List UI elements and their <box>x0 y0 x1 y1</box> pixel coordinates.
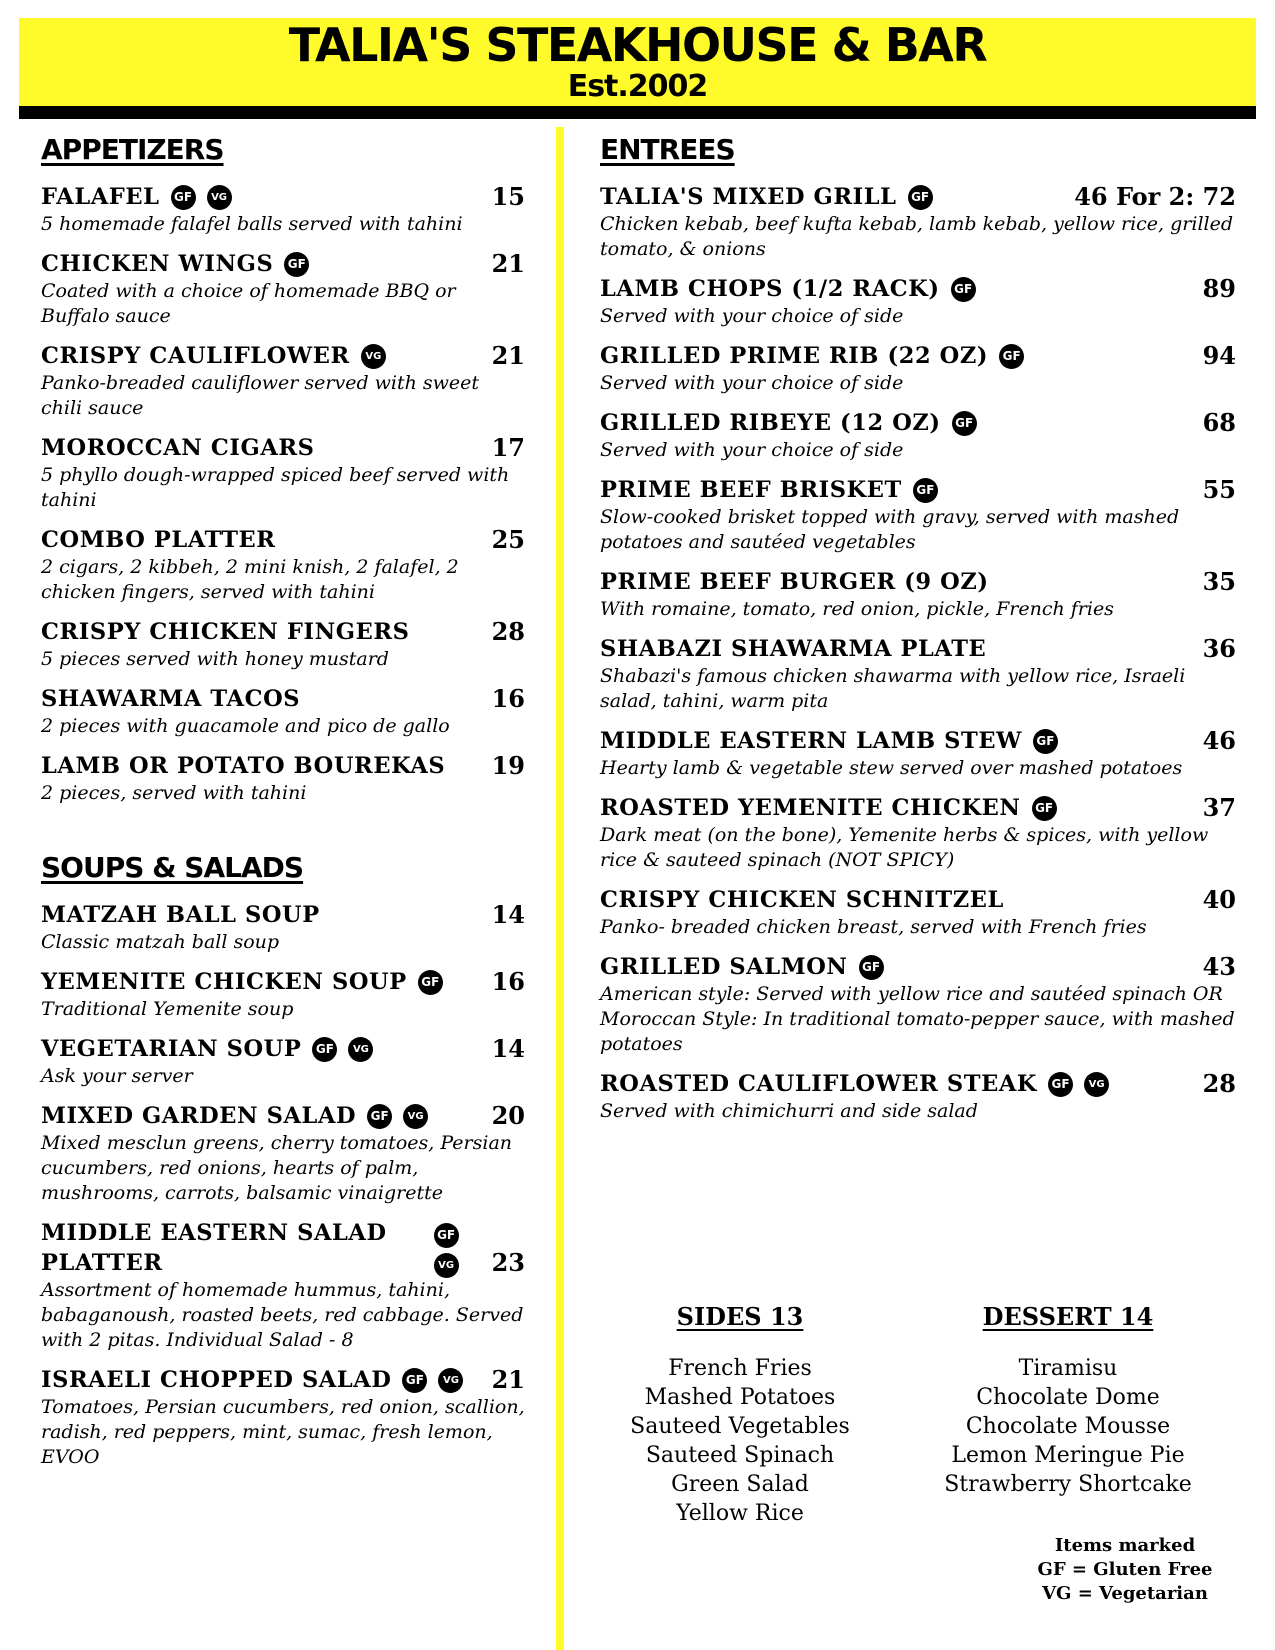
menu-item-description: With romaine, tomato, red onion, pickle, French fries <box>600 598 1114 620</box>
menu-item-name: ROASTED YEMENITE CHICKEN <box>600 795 1021 821</box>
sides-section <box>580 1302 900 1528</box>
menu-item-name: VEGETARIAN SOUP <box>41 1036 302 1062</box>
entrees-list <box>600 182 1236 1124</box>
menu-item-name-wrap <box>600 885 1004 915</box>
menu-item-name-line2: PLATTER <box>41 1250 163 1276</box>
menu-item-name: CRISPY CHICKEN FINGERS <box>41 619 410 645</box>
menu-item-head <box>41 617 525 647</box>
dessert-list <box>908 1354 1228 1499</box>
menu-item-description: 5 pieces served with honey mustard <box>41 648 389 670</box>
menu-item-name-wrap <box>41 433 315 463</box>
menu-item-head <box>41 1101 525 1131</box>
sides-list <box>580 1354 900 1528</box>
menu-item-price: 35 <box>1202 567 1236 596</box>
diet-legend <box>1005 1534 1245 1606</box>
menu-item-price: 28 <box>1202 1069 1236 1098</box>
menu-item-price: 43 <box>1202 952 1236 981</box>
soups-salads-heading: SOUPS & SALADS <box>41 851 304 884</box>
menu-item-name-wrap <box>41 1034 373 1064</box>
menu-item-description: 2 pieces with guacamole and pico de gallo <box>41 715 450 737</box>
menu-item-name: MIDDLE EASTERN LAMB STEW <box>600 728 1022 754</box>
vegetarian-badge: VG <box>207 185 232 210</box>
menu-item-name-wrap <box>41 1365 463 1395</box>
menu-item-head <box>600 341 1236 371</box>
dessert-item: Tiramisu <box>1018 1356 1118 1381</box>
menu-item-name: SHABAZI SHAWARMA PLATE <box>600 636 987 662</box>
side-item: Sauteed Spinach <box>645 1443 835 1468</box>
menu-item-name: COMBO PLATTER <box>41 527 276 553</box>
menu-header <box>19 18 1256 106</box>
gluten-free-badge: GF <box>367 1104 392 1129</box>
menu-item-description: Assortment of homemade hummus, tahini, babaganoush, roasted beets, red cabbage. Served with 2 pitas. Individual Salad - 8 <box>41 1279 524 1351</box>
gluten-free-badge: GF <box>1048 1072 1073 1097</box>
menu-item-name: ROASTED CAULIFLOWER STEAK <box>600 1071 1038 1097</box>
menu-item-description: Coated with a choice of homemade BBQ or Buffalo sauce <box>41 280 456 327</box>
dessert-section <box>908 1302 1228 1499</box>
menu-item-right <box>434 1223 525 1278</box>
menu-item-name-wrap <box>41 525 276 555</box>
menu-item-name: LAMB OR POTATO BOUREKAS <box>41 753 446 779</box>
menu-item-head <box>600 793 1236 823</box>
menu-item-name-wrap <box>41 900 320 930</box>
menu-item-price: 36 <box>1202 634 1236 663</box>
menu-item-price: 19 <box>491 751 525 780</box>
entrees-heading: ENTREES <box>600 133 735 166</box>
vegetarian-badge: VG <box>438 1368 463 1393</box>
legend-line-2: GF = Gluten Free <box>1037 1559 1213 1580</box>
menu-item-name: CRISPY CHICKEN SCHNITZEL <box>600 887 1004 913</box>
menu-item-description: Served with chimichurri and side salad <box>600 1100 978 1122</box>
menu-item-price: 21 <box>491 341 525 370</box>
menu-item-description: 2 pieces, served with tahini <box>41 782 307 804</box>
menu-item-description: 5 phyllo dough-wrapped spiced beef served with tahini <box>41 464 510 511</box>
menu-item-price: 46 For 2: 72 <box>1074 182 1236 211</box>
menu-item-name: SHAWARMA TACOS <box>41 686 301 712</box>
menu-item-name-wrap <box>41 341 386 371</box>
menu-item-description: Panko- breaded chicken breast, served with French fries <box>600 916 1147 938</box>
menu-item-description: Slow-cooked brisket topped with gravy, served with mashed potatoes and sautéed vegetables <box>600 506 1180 553</box>
menu-item-israeli-chopped-salad <box>41 1365 525 1470</box>
side-item: Sauteed Vegetables <box>630 1414 850 1439</box>
menu-item-crispy-chicken-fingers <box>41 617 525 672</box>
gluten-free-badge: GF <box>434 1223 459 1248</box>
gluten-free-badge: GF <box>999 344 1024 369</box>
gluten-free-badge: GF <box>402 1368 427 1393</box>
gluten-free-badge: GF <box>913 478 938 503</box>
header-rule <box>19 106 1256 119</box>
menu-item-crispy-chicken-schnitzel <box>600 885 1236 940</box>
menu-item-price: 16 <box>491 684 525 713</box>
menu-item-name-wrap <box>41 967 443 997</box>
menu-item-price: 94 <box>1202 341 1236 370</box>
menu-item-name-wrap <box>600 1069 1109 1099</box>
menu-item-name-wrap <box>41 182 232 212</box>
menu-item-price: 46 <box>1202 726 1236 755</box>
menu-item-price: 89 <box>1202 274 1236 303</box>
menu-item-chicken-wings <box>41 249 525 329</box>
left-column <box>41 132 525 1482</box>
menu-item-name-wrap <box>600 634 986 664</box>
menu-item-name-wrap <box>600 341 1024 371</box>
dessert-item: Chocolate Mousse <box>965 1414 1171 1439</box>
gluten-free-badge: GF <box>312 1037 337 1062</box>
menu-item-moroccan-cigars <box>41 433 525 513</box>
menu-item-head <box>41 433 525 463</box>
menu-item-roasted-yemenite-chicken <box>600 793 1236 873</box>
menu-item-lamb-chops-1-2-rack <box>600 274 1236 329</box>
menu-item-price: 21 <box>491 1365 525 1394</box>
gluten-free-badge: GF <box>1033 729 1058 754</box>
diet-badges <box>434 1223 459 1278</box>
menu-item-head <box>41 1365 525 1395</box>
menu-item-head <box>600 634 1236 664</box>
dessert-heading: DESSERT 14 <box>982 1302 1154 1331</box>
menu-item-price: 14 <box>491 1034 525 1063</box>
legend-line-1: Items marked <box>1054 1535 1196 1556</box>
gluten-free-badge: GF <box>952 411 977 436</box>
menu-item-price: 68 <box>1202 408 1236 437</box>
menu-item-head <box>600 475 1236 505</box>
menu-item-middle-eastern-lamb-stew <box>600 726 1236 781</box>
menu-item-description: 2 cigars, 2 kibbeh, 2 mini knish, 2 falafel, 2 chicken fingers, served with tahini <box>41 556 459 603</box>
menu-item-name: GRILLED SALMON <box>600 954 848 980</box>
menu-item-name-wrap <box>41 249 309 279</box>
menu-item-name: MOROCCAN CIGARS <box>41 435 315 461</box>
menu-item-description: Hearty lamb & vegetable stew served over mashed potatoes <box>600 757 1183 779</box>
menu-item-price: 20 <box>491 1101 525 1130</box>
menu-item-mixed-garden-salad <box>41 1101 525 1206</box>
menu-item-description: Mixed mesclun greens, cherry tomatoes, Persian cucumbers, red onions, hearts of palm, mushrooms, carrots, balsamic vinaigrette <box>41 1132 513 1204</box>
soups-salads-list <box>41 900 525 1206</box>
menu-item-head <box>41 967 525 997</box>
menu-item-head <box>41 525 525 555</box>
dessert-item: Strawberry Shortcake <box>944 1472 1192 1497</box>
menu-item-name-wrap <box>600 567 989 597</box>
side-item: Mashed Potatoes <box>644 1385 836 1410</box>
appetizers-list <box>41 182 525 806</box>
menu-item-description: Ask your server <box>41 1065 193 1087</box>
menu-item-description: Traditional Yemenite soup <box>41 998 294 1020</box>
legend-line-3: VG = Vegetarian <box>1042 1583 1208 1604</box>
menu-item-price: 17 <box>491 433 525 462</box>
vegetarian-badge: VG <box>361 344 386 369</box>
menu-item-name-wrap <box>41 751 445 781</box>
menu-item-yemenite-chicken-soup <box>41 967 525 1022</box>
menu-item-head <box>600 182 1236 212</box>
menu-item-name-wrap <box>41 617 409 647</box>
gluten-free-badge: GF <box>859 955 884 980</box>
gluten-free-badge: GF <box>284 252 309 277</box>
menu-item-price: 21 <box>491 249 525 278</box>
menu-item-grilled-ribeye-12-oz <box>600 408 1236 463</box>
menu-item-vegetarian-soup <box>41 1034 525 1089</box>
menu-item-head <box>600 408 1236 438</box>
menu-item-head <box>41 1218 525 1278</box>
side-item: French Fries <box>668 1356 812 1381</box>
menu-item-description: Served with your choice of side <box>600 372 904 394</box>
restaurant-title: TALIA'S STEAKHOUSE & BAR <box>288 18 987 72</box>
menu-item-head <box>41 249 525 279</box>
menu-item-grilled-salmon <box>600 952 1236 1057</box>
menu-item-price: 55 <box>1202 475 1236 504</box>
menu-item-name-wrap <box>600 274 976 304</box>
menu-item-name: GRILLED RIBEYE (12 OZ) <box>600 410 941 436</box>
gluten-free-badge: GF <box>171 185 196 210</box>
menu-item-head <box>41 341 525 371</box>
right-column <box>600 132 1236 1136</box>
menu-item-description: Shabazi's famous chicken shawarma with yellow rice, Israeli salad, tahini, warm pita <box>600 665 1186 712</box>
gluten-free-badge: GF <box>418 970 443 995</box>
menu-item-name: LAMB CHOPS (1/2 RACK) <box>600 276 940 302</box>
menu-item-name: CRISPY CAULIFLOWER <box>41 343 350 369</box>
menu-item-name: PRIME BEEF BRISKET <box>600 477 902 503</box>
menu-item-head <box>600 274 1236 304</box>
menu-item-price: 25 <box>491 525 525 554</box>
menu-item-head <box>41 684 525 714</box>
gluten-free-badge: GF <box>1032 796 1057 821</box>
established-year: Est.2002 <box>567 69 708 104</box>
side-item: Green Salad <box>671 1472 809 1497</box>
menu-item-shabazi-shawarma-plate <box>600 634 1236 714</box>
menu-item-name-wrap <box>600 793 1057 823</box>
menu-item-matzah-ball-soup <box>41 900 525 955</box>
menu-item-head <box>600 726 1236 756</box>
menu-item-head <box>600 952 1236 982</box>
menu-item-head <box>41 1034 525 1064</box>
vegetarian-badge: VG <box>1084 1072 1109 1097</box>
menu-item-name: FALAFEL <box>41 184 160 210</box>
menu-item-name-wrap <box>600 952 884 982</box>
menu-item-shawarma-tacos <box>41 684 525 739</box>
vegetarian-badge: VG <box>434 1253 459 1278</box>
menu-item-description: Chicken kebab, beef kufta kebab, lamb kebab, yellow rice, grilled tomato, & onions <box>600 213 1234 260</box>
vegetarian-badge: VG <box>348 1037 373 1062</box>
menu-item-description: Tomatoes, Persian cucumbers, red onion, scallion, radish, red peppers, mint, sumac, fresh lemon, EVOO <box>41 1396 525 1468</box>
side-item: Yellow Rice <box>676 1501 804 1526</box>
menu-item-name: MATZAH BALL SOUP <box>41 902 320 928</box>
menu-item-name-wrap <box>600 726 1058 756</box>
menu-item-name: CHICKEN WINGS <box>41 251 274 277</box>
menu-item-name-wrap <box>600 182 933 212</box>
menu-item-name: GRILLED PRIME RIB (22 OZ) <box>600 343 989 369</box>
menu-item-name: ISRAELI CHOPPED SALAD <box>41 1367 392 1393</box>
menu-item-price: 23 <box>491 1248 525 1277</box>
dessert-item: Chocolate Dome <box>976 1385 1160 1410</box>
vegetarian-badge: VG <box>403 1104 428 1129</box>
sides-heading: SIDES 13 <box>676 1302 804 1331</box>
menu-item-name-wrap <box>41 684 300 714</box>
menu-item-lamb-or-potato-bourekas <box>41 751 525 806</box>
menu-item-name-wrap <box>600 475 938 505</box>
menu-item-price: 16 <box>491 967 525 996</box>
menu-item-talia-s-mixed-grill <box>600 182 1236 262</box>
menu-item-price: 28 <box>491 617 525 646</box>
menu-item-price: 15 <box>491 182 525 211</box>
soups-salads-last <box>41 1365 525 1470</box>
menu-item-name-line1: MIDDLE EASTERN SALAD <box>41 1220 387 1246</box>
menu-item-description: Classic matzah ball soup <box>41 931 280 953</box>
appetizers-heading: APPETIZERS <box>41 133 224 166</box>
menu-item-description: Panko-breaded cauliflower served with sweet chili sauce <box>41 372 480 419</box>
menu-item-description: 5 homemade falafel balls served with tahini <box>41 213 463 235</box>
dessert-item: Lemon Meringue Pie <box>951 1443 1185 1468</box>
gluten-free-badge: GF <box>908 185 933 210</box>
menu-item-grilled-prime-rib-22-oz <box>600 341 1236 396</box>
menu-item-head <box>41 751 525 781</box>
menu-item-crispy-cauliflower <box>41 341 525 421</box>
menu-item-description: American style: Served with yellow rice and sautéed spinach OR Moroccan Style: In traditional tomato-pepper sauce, with mashed potatoes <box>600 983 1235 1055</box>
menu-item-name: TALIA'S MIXED GRILL <box>600 184 897 210</box>
menu-item-head <box>600 1069 1236 1099</box>
menu-item-name <box>41 1218 387 1278</box>
menu-item-combo-platter <box>41 525 525 605</box>
menu-item-head <box>600 885 1236 915</box>
menu-item-price: 37 <box>1202 793 1236 822</box>
menu-item-name: YEMENITE CHICKEN SOUP <box>41 969 407 995</box>
menu-item-prime-beef-burger-9-oz <box>600 567 1236 622</box>
menu-item-price: 40 <box>1202 885 1236 914</box>
menu-item-head <box>41 900 525 930</box>
menu-item-description: Served with your choice of side <box>600 439 904 461</box>
menu-item-name: MIXED GARDEN SALAD <box>41 1103 357 1129</box>
menu-item-name-wrap <box>600 408 977 438</box>
menu-item-description: Dark meat (on the bone), Yemenite herbs & spices, with yellow rice & sauteed spinach (NOT SPICY) <box>600 824 1209 871</box>
menu-item-prime-beef-brisket <box>600 475 1236 555</box>
menu-item-roasted-cauliflower-steak <box>600 1069 1236 1124</box>
menu-item-falafel <box>41 182 525 237</box>
menu-item-price: 14 <box>491 900 525 929</box>
menu-item-description: Served with your choice of side <box>600 305 904 327</box>
menu-item-name: PRIME BEEF BURGER (9 OZ) <box>600 569 989 595</box>
menu-item-middle-eastern-salad-platter <box>41 1218 525 1353</box>
column-divider <box>556 127 564 1650</box>
menu-item-name-wrap <box>41 1101 428 1131</box>
gluten-free-badge: GF <box>951 277 976 302</box>
menu-item-head <box>41 182 525 212</box>
menu-item-head <box>600 567 1236 597</box>
